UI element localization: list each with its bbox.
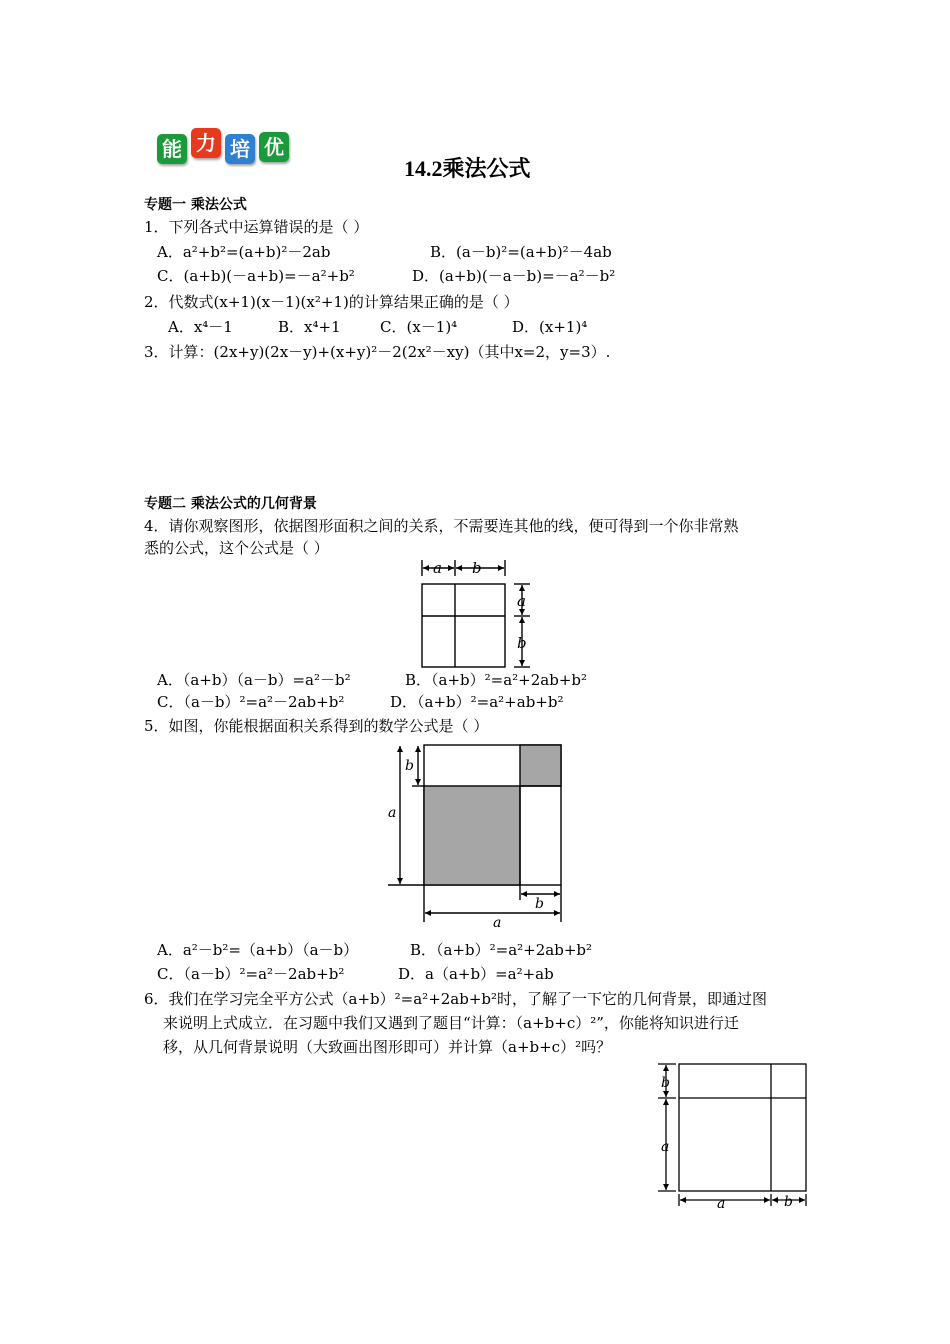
q5-label-a-left: a bbox=[388, 805, 397, 821]
q4-option-d: D．（a+b）²=a²+ab+b² bbox=[390, 693, 564, 711]
q1-option-b: B．(a－b)²=(a+b)²－4ab bbox=[430, 243, 612, 261]
q5-label-b-left: b bbox=[405, 758, 414, 774]
q1-option-c: C．(a+b)(－a+b)=－a²+b² bbox=[157, 267, 355, 285]
q6-label-a-left: a bbox=[661, 1139, 670, 1155]
q6-figure bbox=[652, 1060, 814, 1210]
q4-stem-line2: 悉的公式，这个公式是（ ） bbox=[144, 539, 329, 557]
q4-label-b-right: b bbox=[517, 634, 527, 652]
q4-label-a-right: a bbox=[517, 592, 526, 610]
logo bbox=[157, 128, 292, 172]
q3-stem: 3．计算：(2x+y)(2x－y)+(x+y)²－2(2x²－xy)（其中x=2，y=3）. bbox=[144, 343, 611, 361]
q5-option-b: B．（a+b）²=a²+2ab+b² bbox=[410, 941, 593, 959]
q6-line2: 来说明上式成立．在习题中我们又遇到了题目“计算：（a+b+c）²”，你能将知识进行迁 bbox=[163, 1014, 739, 1032]
logo-tile-3: 培 bbox=[225, 134, 255, 164]
q4-option-b: B．（a+b）²=a²+2ab+b² bbox=[405, 671, 588, 689]
logo-tile-1: 能 bbox=[157, 134, 187, 164]
q5-label-a-bottom: a bbox=[493, 915, 502, 928]
q5-figure bbox=[384, 742, 566, 928]
q5-label-b-bottom: b bbox=[535, 896, 544, 912]
q1-option-d: D．(a+b)(－a－b)=－a²－b² bbox=[412, 267, 616, 285]
q4-label-a-top: a bbox=[433, 559, 442, 577]
q4-stem-line1: 4．请你观察图形，依据图形面积之间的关系，不需要连其他的线，便可得到一个你非常熟 bbox=[144, 517, 739, 535]
q1-stem: 1．下列各式中运算错误的是（ ） bbox=[144, 218, 369, 236]
q2-option-d: D．(x+1)⁴ bbox=[512, 318, 588, 336]
q6-label-b-bottom: b bbox=[784, 1194, 793, 1210]
q4-figure bbox=[414, 556, 544, 670]
section-heading-1: 专题一 乘法公式 bbox=[144, 197, 247, 213]
q5-option-d: D．a（a+b）=a²+ab bbox=[398, 965, 554, 983]
q4-option-a: A．（a+b）（a－b）=a²－b² bbox=[157, 671, 351, 689]
section-heading-2: 专题二 乘法公式的几何背景 bbox=[144, 496, 317, 512]
q6-line1: 6．我们在学习完全平方公式（a+b）²=a²+2ab+b²时，了解了一下它的几何背景，即通过图 bbox=[144, 990, 768, 1008]
q2-option-a: A．x⁴－1 bbox=[168, 318, 233, 336]
logo-tile-2: 力 bbox=[191, 128, 221, 158]
q6-label-a-bottom: a bbox=[717, 1196, 726, 1210]
logo-tile-4: 优 bbox=[259, 132, 289, 162]
q2-option-c: C．(x－1)⁴ bbox=[380, 318, 458, 336]
q5-option-a: A．a²－b²=（a+b）（a－b） bbox=[157, 941, 359, 959]
q4-label-b-top: b bbox=[472, 559, 482, 577]
q2-option-b: B．x⁴+1 bbox=[278, 318, 341, 336]
q6-label-b-left: b bbox=[661, 1075, 670, 1091]
q5-option-c: C．（a－b）²=a²－2ab+b² bbox=[157, 965, 345, 983]
q2-stem: 2．代数式(x+1)(x－1)(x²+1)的计算结果正确的是（ ） bbox=[144, 293, 519, 311]
q1-option-a: A．a²+b²=(a+b)²－2ab bbox=[157, 243, 331, 261]
q5-stem: 5．如图，你能根据面积关系得到的数学公式是（ ） bbox=[144, 717, 489, 735]
q6-line3: 移，从几何背景说明（大致画出图形即可）并计算（a+b+c）²吗？ bbox=[163, 1038, 612, 1056]
q4-option-c: C．（a－b）²=a²－2ab+b² bbox=[157, 693, 345, 711]
page-title: 14.2乘法公式 bbox=[404, 156, 531, 181]
